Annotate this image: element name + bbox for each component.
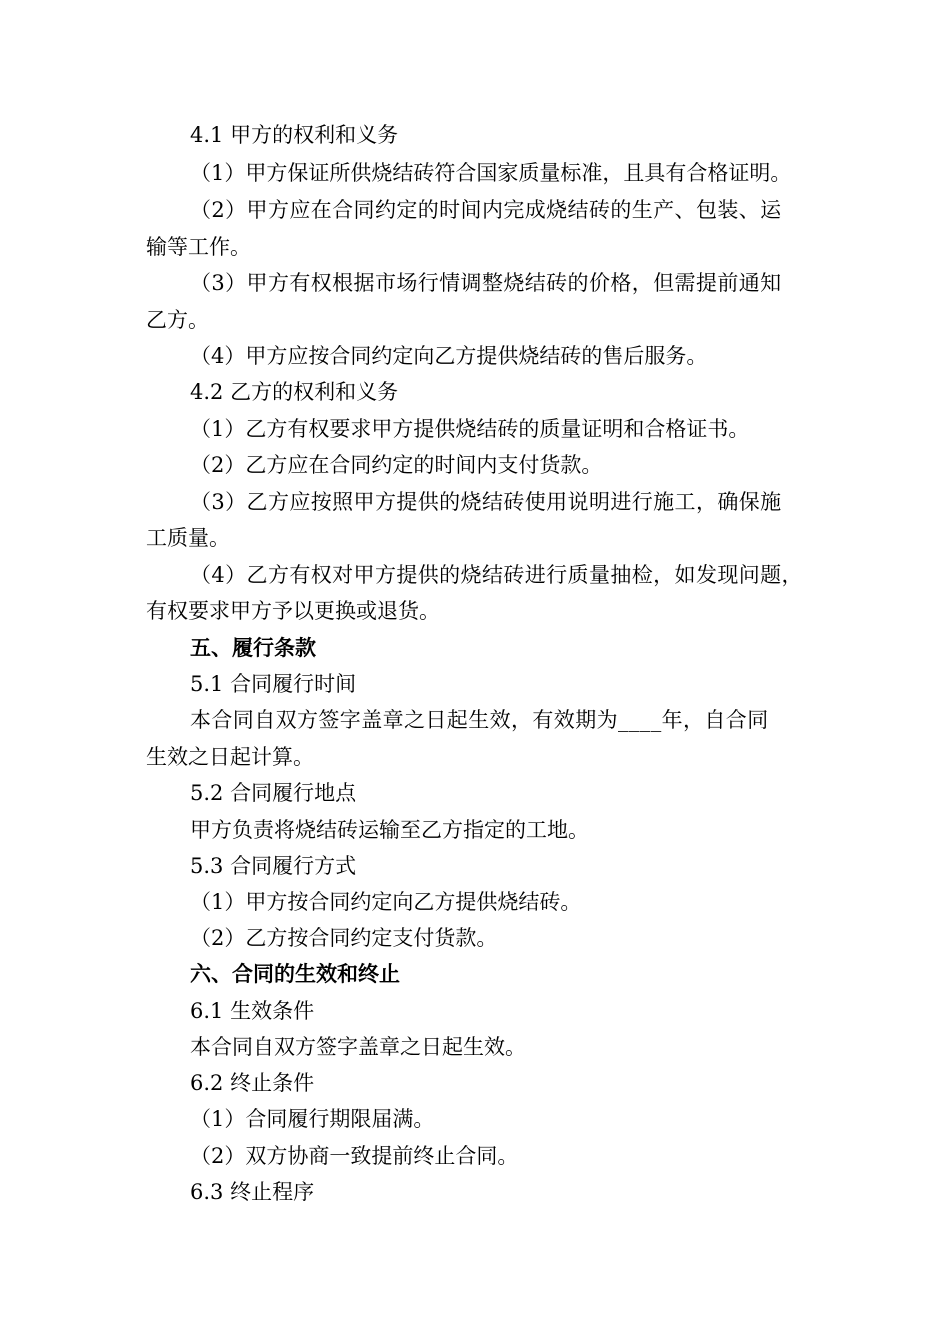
clause-6-1-heading: 6.1 生效条件 [190, 999, 315, 1023]
clause-5-1-heading: 5.1 合同履行时间 [190, 672, 357, 696]
section-5-heading: 五、履行条款 [190, 635, 316, 660]
clause-4-1-item-1: （1）甲方保证所供烧结砖符合国家质量标准，且具有合格证明。 [190, 161, 792, 185]
clause-4-2-item-1: （1）乙方有权要求甲方提供烧结砖的质量证明和合格证书。 [190, 417, 750, 441]
clause-5-2-text: 甲方负责将烧结砖运输至乙方指定的工地。 [190, 818, 589, 842]
clause-4-1-item-2: （2）甲方应在合同约定的时间内完成烧结砖的生产、包装、运 [190, 198, 782, 222]
section-6-heading: 六、合同的生效和终止 [190, 961, 400, 986]
clause-5-3-heading: 5.3 合同履行方式 [190, 854, 357, 878]
clause-4-2-heading: 4.2 乙方的权利和义务 [190, 380, 399, 404]
clause-6-3-heading: 6.3 终止程序 [190, 1180, 315, 1204]
clause-4-2-item-3-cont: 工质量。 [146, 526, 230, 550]
clause-5-3-item-1: （1）甲方按合同约定向乙方提供烧结砖。 [190, 890, 582, 914]
clause-4-1-heading: 4.1 甲方的权利和义务 [190, 123, 399, 147]
clause-6-1-text: 本合同自双方签字盖章之日起生效。 [190, 1035, 526, 1059]
clause-5-3-item-2: （2）乙方按合同约定支付货款。 [190, 926, 498, 950]
clause-5-2-heading: 5.2 合同履行地点 [190, 781, 357, 805]
clause-5-1-text-cont: 生效之日起计算。 [146, 745, 314, 769]
clause-4-2-item-4-cont: 有权要求甲方予以更换或退货。 [146, 599, 440, 623]
clause-6-2-item-1: （1）合同履行期限届满。 [190, 1107, 435, 1131]
clause-4-2-item-3: （3）乙方应按照甲方提供的烧结砖使用说明进行施工，确保施 [190, 490, 782, 514]
clause-5-1-text: 本合同自双方签字盖章之日起生效，有效期为____年，自合同 [190, 708, 769, 732]
clause-4-2-item-2: （2）乙方应在合同约定的时间内支付货款。 [190, 453, 603, 477]
clause-4-1-item-2-cont: 输等工作。 [146, 235, 251, 259]
clause-4-1-item-4: （4）甲方应按合同约定向乙方提供烧结砖的售后服务。 [190, 344, 708, 368]
clause-6-2-heading: 6.2 终止条件 [190, 1071, 315, 1095]
clause-4-1-item-3-cont: 乙方。 [146, 308, 209, 332]
clause-4-1-item-3: （3）甲方有权根据市场行情调整烧结砖的价格，但需提前通知 [190, 271, 782, 295]
clause-4-2-item-4: （4）乙方有权对甲方提供的烧结砖进行质量抽检，如发现问题， [190, 563, 803, 587]
clause-6-2-item-2: （2）双方协商一致提前终止合同。 [190, 1144, 519, 1168]
